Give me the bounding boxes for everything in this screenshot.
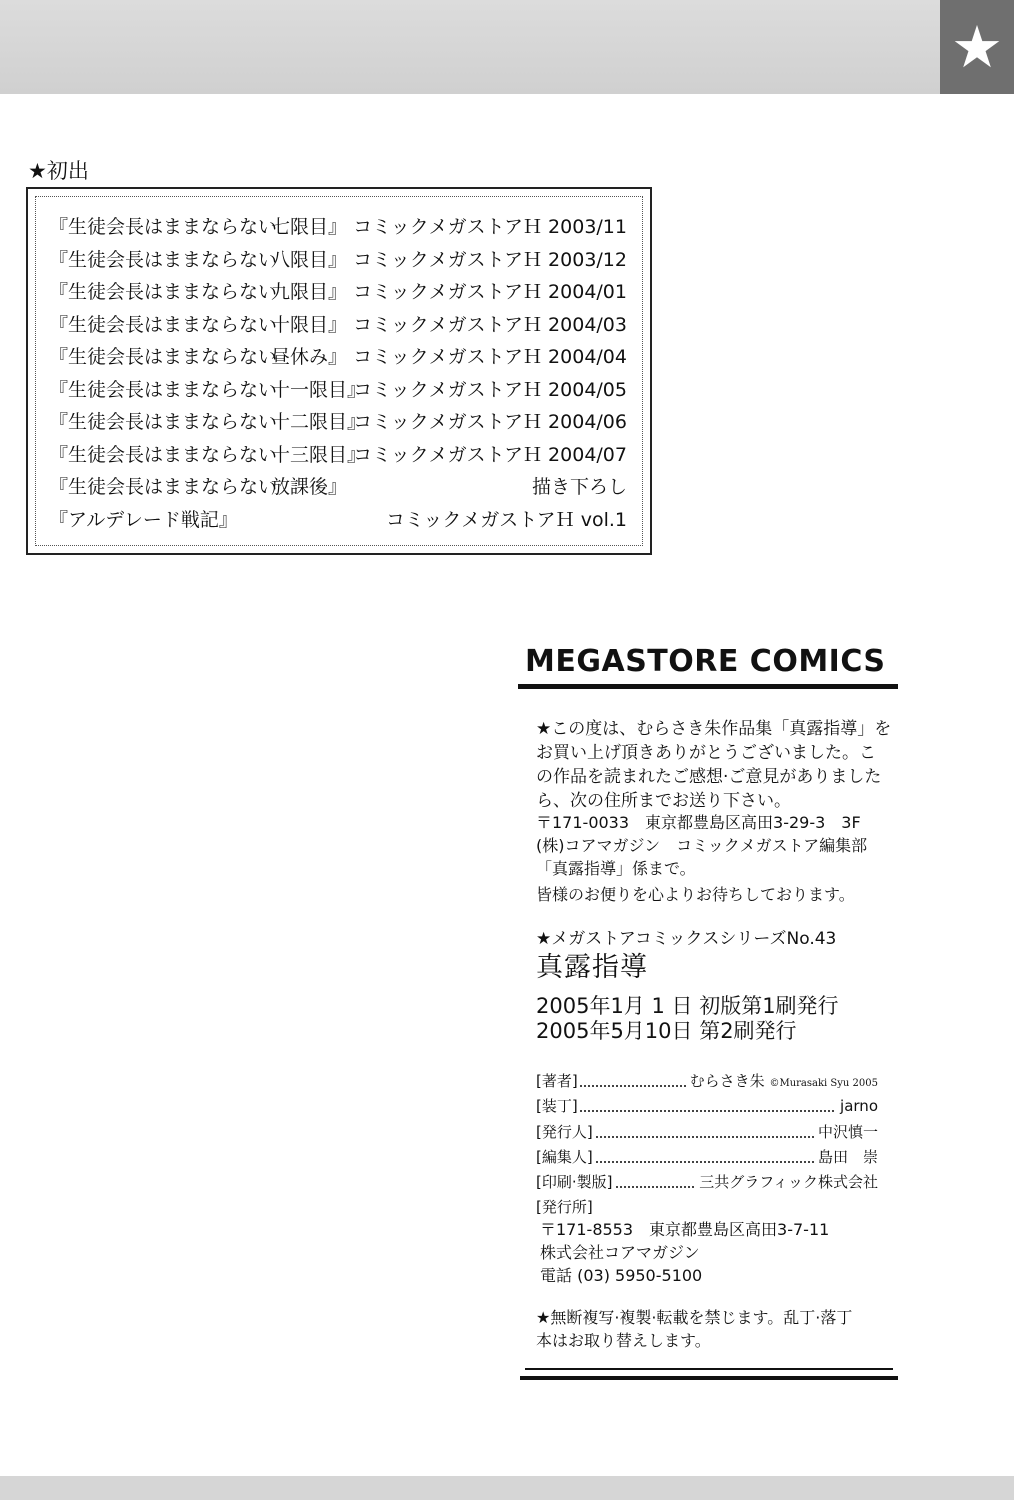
mailing-address <box>536 811 867 880</box>
staff-label: [発行人] <box>536 1120 595 1145</box>
credit-row <box>36 278 642 306</box>
credit-chapter: 九限目』 <box>271 281 348 303</box>
mailing-closing: 皆様のお便りを心よりお待ちしております。 <box>536 885 855 904</box>
bottom-rule-thin <box>525 1368 893 1370</box>
first-print-date: 2005年1月 1 日 初版第1刷発行 <box>536 994 839 1018</box>
credit-title: 『生徒会長はままならない <box>49 444 278 466</box>
publisher-address <box>540 1218 829 1287</box>
first-appearance-inner-border <box>35 196 643 546</box>
credit-chapter: 十一限目』 <box>271 379 367 401</box>
credit-title: 『生徒会長はままならない <box>49 346 278 368</box>
publication-dates <box>536 994 839 1044</box>
credit-source: コミックメガストアＨ 2004/04 <box>353 346 627 368</box>
credit-row <box>36 376 642 404</box>
mailing-line: 〒171-0033 東京都豊島区高田3-29-3 3F <box>536 813 861 832</box>
author-name: むらさき朱 <box>689 1072 765 1090</box>
thanks-line: ★この度は、むらさき朱作品集「真露指導」を <box>536 719 892 739</box>
series-number: ★メガストアコミックスシリーズNo.43 <box>536 929 837 949</box>
credit-title: 『アルデレード戦記』 <box>49 509 238 531</box>
credit-source: コミックメガストアＨ 2004/06 <box>353 411 627 433</box>
notice-line: 本はお取り替えします。 <box>536 1331 711 1350</box>
credit-title: 『生徒会長はままならない <box>49 314 278 336</box>
credit-chapter: 十限目』 <box>271 314 348 336</box>
credit-source: コミックメガストアＨ 2004/03 <box>353 314 627 336</box>
staff-label: [編集人] <box>536 1145 595 1170</box>
staff-label: [印刷·製版] <box>536 1170 614 1195</box>
top-gray-band <box>0 0 940 94</box>
publisher-line: 電話 (03) 5950-5100 <box>540 1266 703 1285</box>
credit-title: 『生徒会長はままならない <box>49 411 278 433</box>
staff-label: [著者] <box>536 1069 580 1094</box>
staff-row-publisher-person <box>536 1120 878 1145</box>
brand-logo: MEGASTORE COMICS <box>525 644 886 679</box>
copy-notice <box>536 1306 852 1352</box>
thanks-paragraph <box>536 717 891 813</box>
bottom-rule-thick <box>520 1376 898 1380</box>
staff-row-editor <box>536 1145 878 1170</box>
staff-value: 中沢慎一 <box>814 1120 878 1145</box>
publisher-line: 株式会社コアマガジン <box>540 1243 700 1262</box>
staff-row-design <box>536 1094 878 1119</box>
second-print-date: 2005年5月10日 第2刷発行 <box>536 1019 797 1043</box>
credit-row <box>36 311 642 339</box>
credit-title: 『生徒会長はままならない <box>49 216 278 238</box>
credit-chapter: 八限目』 <box>271 249 348 271</box>
thanks-line: の作品を読まれたご感想·ご意見がありました <box>536 767 882 787</box>
dot-leader <box>536 1110 878 1112</box>
first-appearance-box <box>26 187 652 555</box>
brand-underline <box>518 684 898 689</box>
credit-row <box>36 441 642 469</box>
credit-chapter: 昼休み』 <box>271 346 348 368</box>
credit-row <box>36 246 642 274</box>
staff-value: jarno <box>836 1094 878 1119</box>
credit-title: 『生徒会長はままならない <box>49 379 278 401</box>
staff-row-printing <box>536 1170 878 1195</box>
notice-line: ★無断複写·複製·転載を禁じます。乱丁·落丁 <box>536 1308 853 1327</box>
staff-value: 島田 崇 <box>814 1145 878 1170</box>
thanks-line: ら、次の住所までお送り下さい。 <box>536 791 791 811</box>
thanks-line: お買い上げ頂きありがとうございました。こ <box>536 743 876 763</box>
staff-value: 三共グラフィック株式会社 <box>695 1170 878 1195</box>
copyright-note: ©Murasaki Syu 2005 <box>769 1078 878 1089</box>
credit-chapter: 放課後』 <box>271 476 348 498</box>
staff-value <box>686 1069 878 1096</box>
staff-label: [装丁] <box>536 1094 580 1119</box>
credit-source: コミックメガストアＨ 2004/07 <box>353 444 627 466</box>
first-appearance-heading: ★初出 <box>28 159 89 183</box>
credit-row <box>36 408 642 436</box>
star-icon: ★ <box>940 0 1014 94</box>
credit-title: 『生徒会長はままならない <box>49 249 278 271</box>
book-title: 真露指導 <box>536 952 648 983</box>
credit-row <box>36 343 642 371</box>
publisher-line: 〒171-8553 東京都豊島区高田3-7-11 <box>540 1220 830 1239</box>
credit-source: コミックメガストアＨ 2003/12 <box>353 249 627 271</box>
mailing-line: 「真露指導」係まで。 <box>536 859 696 878</box>
publisher-label: [発行所] <box>536 1198 593 1216</box>
credit-source: 描き下ろし <box>531 476 627 498</box>
credit-title: 『生徒会長はままならない <box>49 476 278 498</box>
credit-chapter: 十三限目』 <box>271 444 367 466</box>
bottom-gray-band <box>0 1476 1014 1500</box>
credit-chapter: 十二限目』 <box>271 411 367 433</box>
credit-source: コミックメガストアＨ 2004/01 <box>353 281 627 303</box>
staff-row-author <box>536 1069 878 1094</box>
credit-row <box>36 473 642 501</box>
mailing-line: (株)コアマガジン コミックメガストア編集部 <box>536 836 868 855</box>
credit-title: 『生徒会長はままならない <box>49 281 278 303</box>
credit-source: コミックメガストアＨ 2004/05 <box>353 379 627 401</box>
credit-row <box>36 506 642 534</box>
credit-chapter: 七限目』 <box>271 216 348 238</box>
credit-row <box>36 213 642 241</box>
credit-source: コミックメガストアＨ vol.1 <box>385 509 627 531</box>
credit-source: コミックメガストアＨ 2003/11 <box>353 216 627 238</box>
